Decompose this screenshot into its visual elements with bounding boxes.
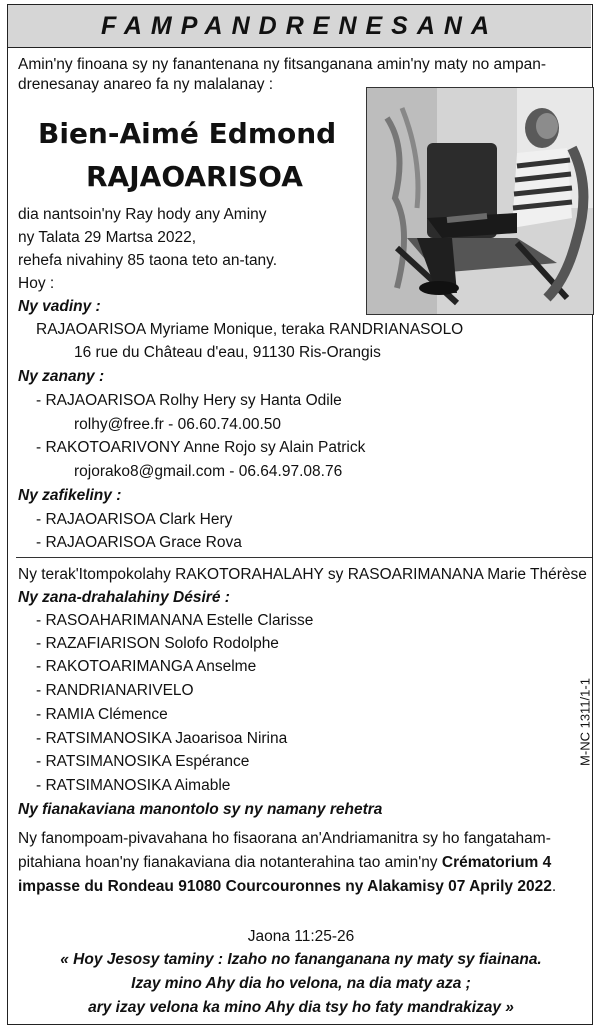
verse-line-3: ary izay velona ka mino Ahy dia tsy ho faty mandrakizay » <box>88 999 514 1016</box>
vadiny-name: RAJAOARISOA Myriame Monique, teraka RANDRIANASOLO <box>36 321 464 338</box>
zanany-heading: Ny zanany : <box>18 368 105 385</box>
zanadrahalahy-item-7: - RATSIMANOSIKA Espérance <box>36 753 250 770</box>
service-line-2-text: pitahiana hoan'ny fianakaviana dia notanterahina tao amin'ny <box>18 854 438 871</box>
zanadrahalahy-item-1: - RASOAHARIMANANA Estelle Clarisse <box>36 612 314 629</box>
zafikeliny-item-2: - RAJAOARISOA Grace Rova <box>36 534 242 551</box>
service-venue: Crématorium 4 <box>441 854 552 871</box>
service-line-3 <box>18 877 556 897</box>
deceased-surname: RAJAOARISOA <box>86 160 303 193</box>
zanadrahalahy-item-6: - RATSIMANOSIKA Jaoarisoa Nirina <box>36 730 288 747</box>
zafikeliny-heading: Ny zafikeliny : <box>18 487 122 504</box>
death-line-1: dia nantsoin'ny Ray hody any Aminy <box>18 206 267 223</box>
portrait-photo <box>366 87 594 315</box>
zanany-item-2-contact: rojorako8@gmail.com - 06.64.97.08.76 <box>74 463 343 480</box>
death-line-4: Hoy : <box>18 275 55 292</box>
fianakaviana-line: Ny fianakaviana manontolo sy ny namany rehetra <box>18 801 383 818</box>
service-line-2 <box>18 853 551 873</box>
zanadrahalahy-item-8: - RATSIMANOSIKA Aimable <box>36 777 231 794</box>
zanany-item-1-contact: rolhy@free.fr - 06.60.74.00.50 <box>74 416 282 433</box>
terak-line: Ny terak'Itompokolahy RAKOTORAHALAHY sy RASOARIMANANA Marie Thérèse <box>18 566 587 583</box>
vadiny-address: 16 rue du Château d'eau, 91130 Ris-Orangis <box>74 344 381 361</box>
verse-reference: Jaona 11:25-26 <box>247 928 355 945</box>
zanadrahalahy-item-3: - RAKOTOARIMANGA Anselme <box>36 658 257 675</box>
notice-frame <box>7 4 593 1025</box>
intro-line-1: Amin'ny finoana sy ny fanantenana ny fitsanganana amin'ny maty no ampan- <box>18 56 547 73</box>
service-line-1: Ny fanompoam-pivavahana ho fisaorana an'Andriamanitra sy ho fangataham- <box>18 830 551 847</box>
deceased-first-names: Bien-Aimé Edmond <box>38 117 337 150</box>
zanadrahalahy-heading: Ny zana-drahalahiny Désiré : <box>18 589 230 606</box>
zanany-item-2: - RAKOTOARIVONY Anne Rojo sy Alain Patrick <box>36 439 366 456</box>
zanadrahalahy-item-4: - RANDRIANARIVELO <box>36 682 194 699</box>
zanadrahalahy-item-5: - RAMIA Clémence <box>36 706 168 723</box>
header-banner <box>8 5 591 48</box>
section-divider <box>16 557 592 558</box>
service-address-date: impasse du Rondeau 91080 Courcouronnes ny Alakamisy 07 Aprily 2022 <box>18 878 552 895</box>
zanadrahalahy-item-2: - RAZAFIARISON Solofo Rodolphe <box>36 635 279 652</box>
service-line-3-end: . <box>551 878 557 895</box>
portrait-photo-image <box>367 88 594 315</box>
verse-line-2: Izay mino Ahy dia ho velona, na dia maty aza ; <box>131 975 471 992</box>
death-line-3: rehefa nivahiny 85 taona teto an-tany. <box>18 252 278 269</box>
death-line-2: ny Talata 29 Martsa 2022, <box>18 229 197 246</box>
zafikeliny-item-1: - RAJAOARISOA Clark Hery <box>36 511 233 528</box>
reference-code: M-NC 1311/1-1 <box>577 678 593 766</box>
vadiny-heading: Ny vadiny : <box>18 298 101 315</box>
verse-line-1: « Hoy Jesosy taminy : Izaho no fananganana ny maty sy fiainana. <box>60 951 542 968</box>
zanany-item-1: - RAJAOARISOA Rolhy Hery sy Hanta Odile <box>36 392 342 409</box>
header-title: FAMPANDRENESANA <box>100 11 499 40</box>
intro-line-2: drenesanay anareo fa ny malalanay : <box>18 76 274 93</box>
